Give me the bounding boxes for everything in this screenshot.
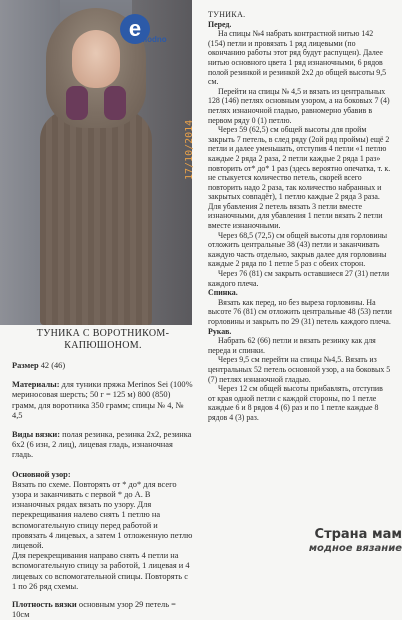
photo-glove-right [104, 86, 126, 120]
front-paragraph-4: Через 68,5 (72,5) см общей высоты для горловины отложить центральные 38 (43) петли и заканчивать каждую часть отдельно, закрыв далее для горловины каждые 2 ряда по 1 петле 5 раз с обеих сторон. [208, 230, 388, 269]
site-logo-subtitle: modno [140, 35, 167, 44]
size-value: 42 (46) [40, 361, 66, 370]
right-column [208, 10, 392, 423]
density-paragraph [12, 600, 194, 620]
photo-knitted-tunic [40, 110, 152, 325]
knit-types-text: полая резинка, резинка 2х2, резинка 6х2 (6 изн, 2 лиц), лицевая гладь, изнаночная гладь. [12, 430, 192, 460]
pattern-paragraph-2: Для перекрещивания направо снять 4 петли на вспомогательную спицу за работой, 1 лицевая и 4 лицевых со вспомогательной спицы. Повторять с 1 по 26 ряд схемы. [12, 551, 190, 591]
knit-types-paragraph [12, 430, 194, 461]
watermark-line-2: модное вязание [308, 543, 402, 554]
pattern-text: Вязать по схеме. Повторять от * до* для всего узора и заканчивать с первой * до А. В изнаночных рядах вязать по узору. Для перекрещивания налево снять 1 петлю на вспомогательную спицу перед работой и провязать 4 лицевых, а затем 1 отложенную петлю лицевой. [12, 479, 193, 551]
back-heading: Спинка. [208, 288, 238, 298]
watermark-line-1: Страна мам [314, 527, 402, 542]
photo-glove-left [66, 86, 88, 120]
front-paragraph-1: На спицы №4 набрать контрастной нитью 142 (154) петли и провязать 1 ряд лицевыми (по окончанию работы этот ряд будут распущен). Далее нитью основного цвета 1 ряд изнаночными, 6 рядов полой резинкой и резинкой 2х2 до общей высоты 9,5 см. [208, 29, 387, 87]
materials-paragraph [12, 380, 194, 421]
front-heading: Перед. [208, 19, 232, 29]
back-paragraph-1: Вязать как перед, но без выреза горловины. На высоте 76 (81) см отложить центральные 48 (53) петли горловины и закрыть по 29 (31) петель каждого плеча. [208, 297, 392, 326]
size-line [12, 361, 194, 371]
front-paragraph-3: Через 59 (62,5) см общей высоты для пройм закрыть 7 петель, в след ряду (2ой ряд проймы) ещё 2 петли и далее уменьшать, отступив 4 петли «1 петлю каждые 2 ряда 2 раза, 2 петли каждые 2 ряда 1 раз» повторить от* до* 1 раз (здесь вероятно опечатка, т. к. не стыкуется количество петель, скорей всего повторить надо 2 раза, так количество набранных и закрытых совпадёт), 1 петлю каждые 2 ряда 3 раза. Для убавления 2 петель вязать 3 петли вместе изнаночными, для убавления 1 петли вязать 2 петли вместе изнаночными. [208, 125, 391, 231]
sleeves-paragraph-3: Через 12 см общей высоты прибавлять, отступив от края одной петли с каждой стороны, по 1 петле каждые 6 и 8 рядов 4 (6) раз и по 1 петле каждые 8 рядов 4 (3) раз. [208, 384, 383, 422]
materials-label: Материалы: [12, 380, 60, 390]
pattern-paragraph [12, 470, 194, 552]
front-paragraph-2: Перейти на спицы № 4,5 и вязать из центральных 128 (146) петлях основным узором, а на боковых 7 (4) петлях изнаночной гладью, равномерно убавив в первом ряду 0 (1) петлю. [208, 86, 390, 125]
pattern-label: Основной узор: [12, 469, 71, 479]
sleeves-paragraph-2: Через 9,5 см перейти на спицы №4,5. Вязать из центральных 52 петель основной узор, а на боковых 5 (7) петлях изнаночной гладью. [208, 355, 391, 384]
knit-types-label: Виды вязки: [12, 430, 61, 440]
pattern-title: ТУНИКА С ВОРОТНИКОМ-КАПЮШОНОМ. [36, 328, 170, 351]
left-column [12, 328, 194, 620]
front-paragraph-5: Через 76 (81) см закрыть оставшиеся 27 (31) петли каждого плеча. [208, 269, 390, 288]
size-label: Размер [12, 361, 39, 370]
site-logo-icon: e [120, 14, 150, 44]
sleeves-paragraph-1: Набрать 62 (66) петли и вязать резинку как для переда и спинки. [208, 336, 376, 355]
photo-date-stamp: 17/10/2014 [184, 119, 195, 180]
hero-photo [0, 0, 195, 325]
sleeves-heading: Рукав. [208, 326, 232, 336]
tunic-heading: ТУНИКА. [208, 10, 246, 19]
photo-model-face [72, 30, 120, 88]
density-text: основным узор 29 петель = 10см [12, 600, 176, 620]
watermark [232, 528, 402, 556]
density-label: Плотность вязки [12, 600, 77, 610]
materials-text: для туники пряжа Merinos Sei (100% мериносовая шерсть; 50 г = 125 м) 800 (850) грамм, для воротника 350 грамм; спицы № 4, № 4,5 [12, 380, 193, 420]
